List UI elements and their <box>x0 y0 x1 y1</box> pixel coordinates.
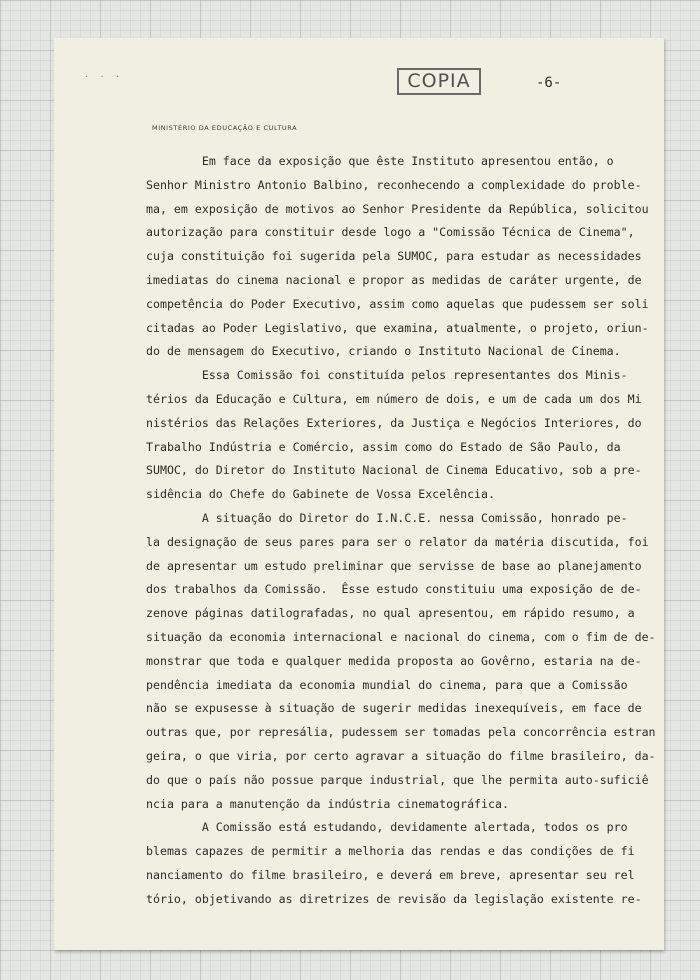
ministry-letterhead: MINISTÉRIO DA EDUCAÇÃO E CULTURA <box>152 124 298 132</box>
text-line: pendência imediata da economia mundial do cinema, para que a Comissão <box>146 677 628 692</box>
text-line: Senhor Ministro Antonio Balbino, reconhecendo a complexidade do proble- <box>146 177 642 192</box>
text-line: A situação do Diretor do I.N.C.E. nessa Comissão, honrado pe- <box>146 510 628 525</box>
body-text <box>146 150 656 912</box>
text-line: outras que, por represália, pudessem ser tomadas pela concorrência estran <box>146 725 656 740</box>
text-line: dos trabalhos da Comissão. Êsse estudo constituiu uma exposição de de- <box>146 582 642 597</box>
text-line: do que o país não possue parque industrial, que lhe permita auto-suficiê <box>146 772 649 787</box>
text-line: SUMOC, do Diretor do Instituto Nacional de Cinema Educativo, sob a pre- <box>146 463 642 478</box>
text-line: Trabalho Indústria e Comércio, assim como do Estado de São Paulo, da <box>146 439 621 454</box>
text-line: zenove páginas datilografadas, no qual apresentou, em rápido resumo, a <box>146 606 635 621</box>
text-line: não se expusesse à situação de sugerir medidas inexequíveis, em face de <box>146 701 642 716</box>
document-page <box>54 38 664 950</box>
text-line: situação da economia internacional e nacional do cinema, com o fim de de- <box>146 629 656 644</box>
text-line: citadas ao Poder Legislativo, que examina, atualmente, o projeto, oriun- <box>146 320 649 335</box>
text-line: blemas capazes de permitir a melhoria das rendas e das condições de fi <box>146 844 635 859</box>
text-line: térios da Educação e Cultura, em número de dois, e um de cada um dos Mi <box>146 391 642 406</box>
text-line: nanciamento do filme brasileiro, e deverá em breve, apresentar seu rel <box>146 867 635 882</box>
text-line: de apresentar um estudo preliminar que servisse de base ao planejamento <box>146 558 642 573</box>
text-line: ncia para a manutenção da indústria cinematográfica. <box>146 796 509 811</box>
copia-stamp: COPIA <box>397 68 481 95</box>
text-line: Essa Comissão foi constituída pelos representantes dos Minis- <box>146 368 628 383</box>
text-line: ma, em exposição de motivos ao Senhor Presidente da República, solicitou <box>146 201 649 216</box>
text-line: la designação de seus pares para ser o relator da matéria discutida, foi <box>146 534 649 549</box>
text-line: tório, objetivando as diretrizes de revisão da legislação existente re- <box>146 891 642 906</box>
text-line: sidência do Chefe do Gabinete de Vossa Excelência. <box>146 487 496 502</box>
text-line: imediatas do cinema nacional e propor as medidas de caráter urgente, de <box>146 272 642 287</box>
text-line: cuja constituição foi sugerida pela SUMOC, para estudar as necessidades <box>146 249 642 264</box>
text-line: competência do Poder Executivo, assim como aquelas que pudessem ser soli <box>146 296 649 311</box>
text-line: autorização para constituir desde logo a "Comissão Técnica de Cinema", <box>146 225 635 240</box>
page-number: -6- <box>536 75 562 91</box>
text-line: monstrar que toda e qualquer medida proposta ao Govêrno, estaria na de- <box>146 653 642 668</box>
text-line: nistérios das Relações Exteriores, da Justiça e Negócios Interiores, do <box>146 415 642 430</box>
text-line: do de mensagem do Executivo, criando o Instituto Nacional de Cinema. <box>146 344 621 359</box>
text-line: geira, o que viria, por certo agravar a situação do filme brasileiro, da- <box>146 748 656 763</box>
paper-specks: · · · <box>84 72 124 81</box>
text-line: Em face da exposição que êste Instituto apresentou então, o <box>146 154 614 168</box>
text-line: A Comissão está estudando, devidamente alertada, todos os pro <box>146 820 628 835</box>
